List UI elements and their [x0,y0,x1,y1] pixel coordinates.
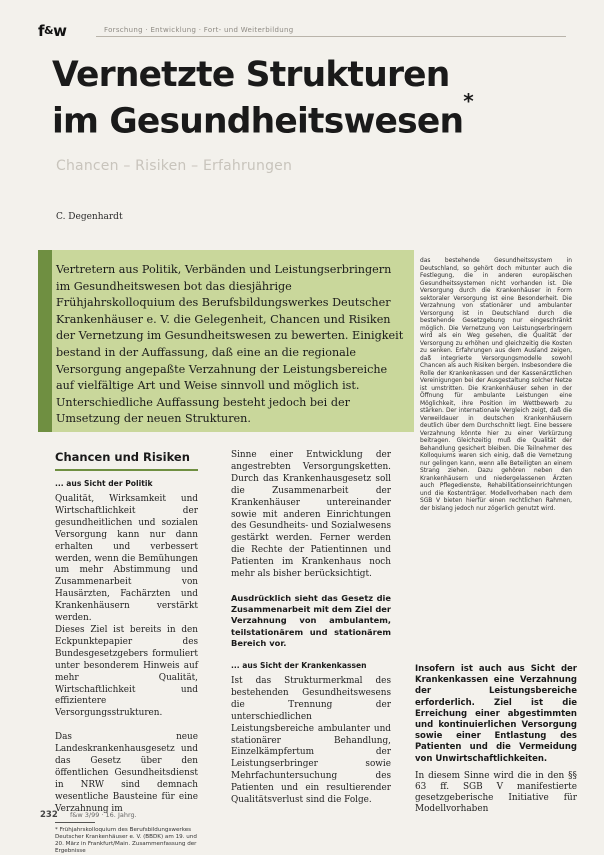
right-bottom-column [415,664,577,816]
intro-accent-bar [38,250,52,432]
footnote-divider [55,822,95,823]
intro-text: Vertretern aus Politik, Verbänden und Leistungserbringern im Gesundheitswesen bot das diesjährige Frühjahrskolloquium des Berufsbildungswerkes Deutscher Krankenhäuser e. V. die Gelegenheit, Chancen und Risiken der Vernetzung im Gesundheitswesen zu bewerten. Einigkeit bestand in der Auffassung, daß eine an die regionale Versorgung angepaßte Verzahnung der Leistungsbereiche auf vielfältige Art und Weise sinnvoll und möglich ist. Unterschiedliche Auffassung besteht jedoch bei der Umsetzung der neuen Strukturen. [56,263,404,426]
article-author: C. Degenhardt [56,212,123,222]
paragraph: In diesem Sinne wird die in den §§ 63 ff. SGB V manifestierte gesetzgeberische Initiative für Modellvorhaben [415,770,577,815]
journal-logo: f&w [38,22,67,40]
right-column-text: das bestehende Gesundheitssystem in Deutschland, so gehört doch mitunter auch die Festlegung, die in anderen europäischen Gesundheitssystemen nicht vorhanden ist. Die Versorgung durch die Krankenhäuser in Form sektoraler Versorgung ist eine Besonderheit. Die Verzahnung von stationärer und ambulanter Versorgung ist in Deutschland durch die bestehende Gesetzgebung nur eingeschränkt möglich. Die Vernetzung von Leistungserbringern wird als ein Weg gesehen, die Qualität der Versorgung zu erhöhen und gleichzeitig die Kosten zu senken. Erfahrungen aus dem Ausland zeigen, daß integrierte Versorgungsmodelle sowohl Chancen als auch Risiken bergen. Insbesondere die Rolle der Krankenkassen und der Kassenärztlichen Vereinigungen bei der Ausgestaltung solcher Netze ist umstritten. Die Krankenhäuser sehen in der Öffnung für ambulante Leistungen eine Möglichkeit, ihre Position im Wettbewerb zu stärken. Der internationale Vergleich zeigt, daß die Verweildauer in deutschen Krankenhäusern deutlich über dem Durchschnitt liegt. Eine bessere Verzahnung könnte hier zu einer Verkürzung beitragen. Gleichzeitig muß die Qualität der Behandlung gesichert bleiben. Die Teilnehmer des Kolloquiums waren sich einig, daß die Vernetzung nur gelingen kann, wenn alle Beteiligten an einem Strang ziehen. Dazu gehören neben den Krankenhäusern und niedergelassenen Ärzten auch Pflegedienste, Rehabilitationseinrichtungen und die Kostenträger. Modellvorhaben nach dem SGB V bieten hierfür einen rechtlichen Rahmen, der bislang jedoch nur zögerlich genutzt wird. [420,258,572,512]
body-text [231,450,391,581]
paragraph: Sinne einer Entwicklung der angestrebten Versorgungsketten. Durch das Krankenhausgesetz soll die Zusammenarbeit der Krankenhäuser untereinander sowie mit anderen Einrichtungen des Gesundheits- und Sozialwesens gestärkt werden. Ferner werden die Rechte der Patientinnen und Patienten im Krankenhaus noch mehr als bisher berücksichtigt. [231,450,391,580]
footer-info: f&w 3/99 · 16. Jahrg. [70,811,137,819]
section-label: Forschung · Entwicklung · Fort- und Weiterbildung [104,26,294,34]
section-heading: Chancen und Risiken [55,450,190,464]
paragraph: Ist das Strukturmerkmal des bestehenden Gesundheitswesens die Trennung der unterschiedlichen Leistungsbereiche ambulanter und stationärer Behandlung, Einzelkämpfertum der Leistungserbringer sowie Mehrfachuntersuchung des Patienten und ein resultierender Qualitätsverlust sind die Folge. [231,675,391,806]
header-divider [96,36,566,37]
column-1 [55,450,198,855]
article-title [52,56,572,141]
heading-underline [55,469,198,471]
body-text [231,676,391,807]
column-2 [231,450,391,807]
subhead-politik: ... aus Sicht der Politik [55,479,153,488]
title-footnote-marker: * [463,89,473,113]
highlight-statement: Insofern ist auch aus Sicht der Krankenkassen eine Verzahnung der Leistungsbereiche erforderlich. Ziel ist die Erreichung einer abgestimmten und kontinuierlichen Versorgung sowie einer Entlastung des Patienten und die Vermeidung von Unwirtschaftlichkeiten. [415,664,577,764]
body-text [55,494,198,816]
article-subtitle: Chancen – Risiken – Erfahrungen [56,158,293,174]
highlight-statement: Ausdrücklich sieht das Gesetz die Zusammenarbeit mit dem Ziel der Verzahnung von ambulantem, teilstationärem und stationärem Bereich vor. [231,592,391,648]
footnote: * Frühjahrskolloquium des Berufsbildungswerkes Deutscher Krankenhäuser e. V. (BBDK) am 19. und 20. März in Frankfurt/Main. Zusammenfassung der Ergebnisse [55,826,197,854]
paragraph: Qualität, Wirksamkeit und Wirtschaftlichkeit der gesundheitlichen und sozialen Versorgung kann nur dann erhalten und verbessert werden, wenn die Bemühungen um mehr Abstimmung und Zusammenarbeit von Hausärzten, Fachärzten und Krankenhäusern verstärkt werden. [55,494,198,624]
title-line-2: im Gesundheitswesen* [52,89,473,142]
page-number: 232 [40,810,58,820]
subhead-krankenkassen: ... aus Sicht der Krankenkassen [231,660,367,670]
title-line-1: Vernetzte Strukturen [52,55,450,95]
paragraph: Das neue Landeskrankenhausgesetz und das Gesetz über den öffentlichen Gesundheitsdienst in NRW sind demnach wesentliche Bausteine für eine Verzahnung im [55,732,198,814]
paragraph: Dieses Ziel ist bereits in den Eckpunktepapier des Bundesgesetzgebers formuliert unter besonderem Hinweis auf mehr Qualität, Wirtschaftlichkeit und effizientere Versorgungsstrukturen. [55,624,198,719]
